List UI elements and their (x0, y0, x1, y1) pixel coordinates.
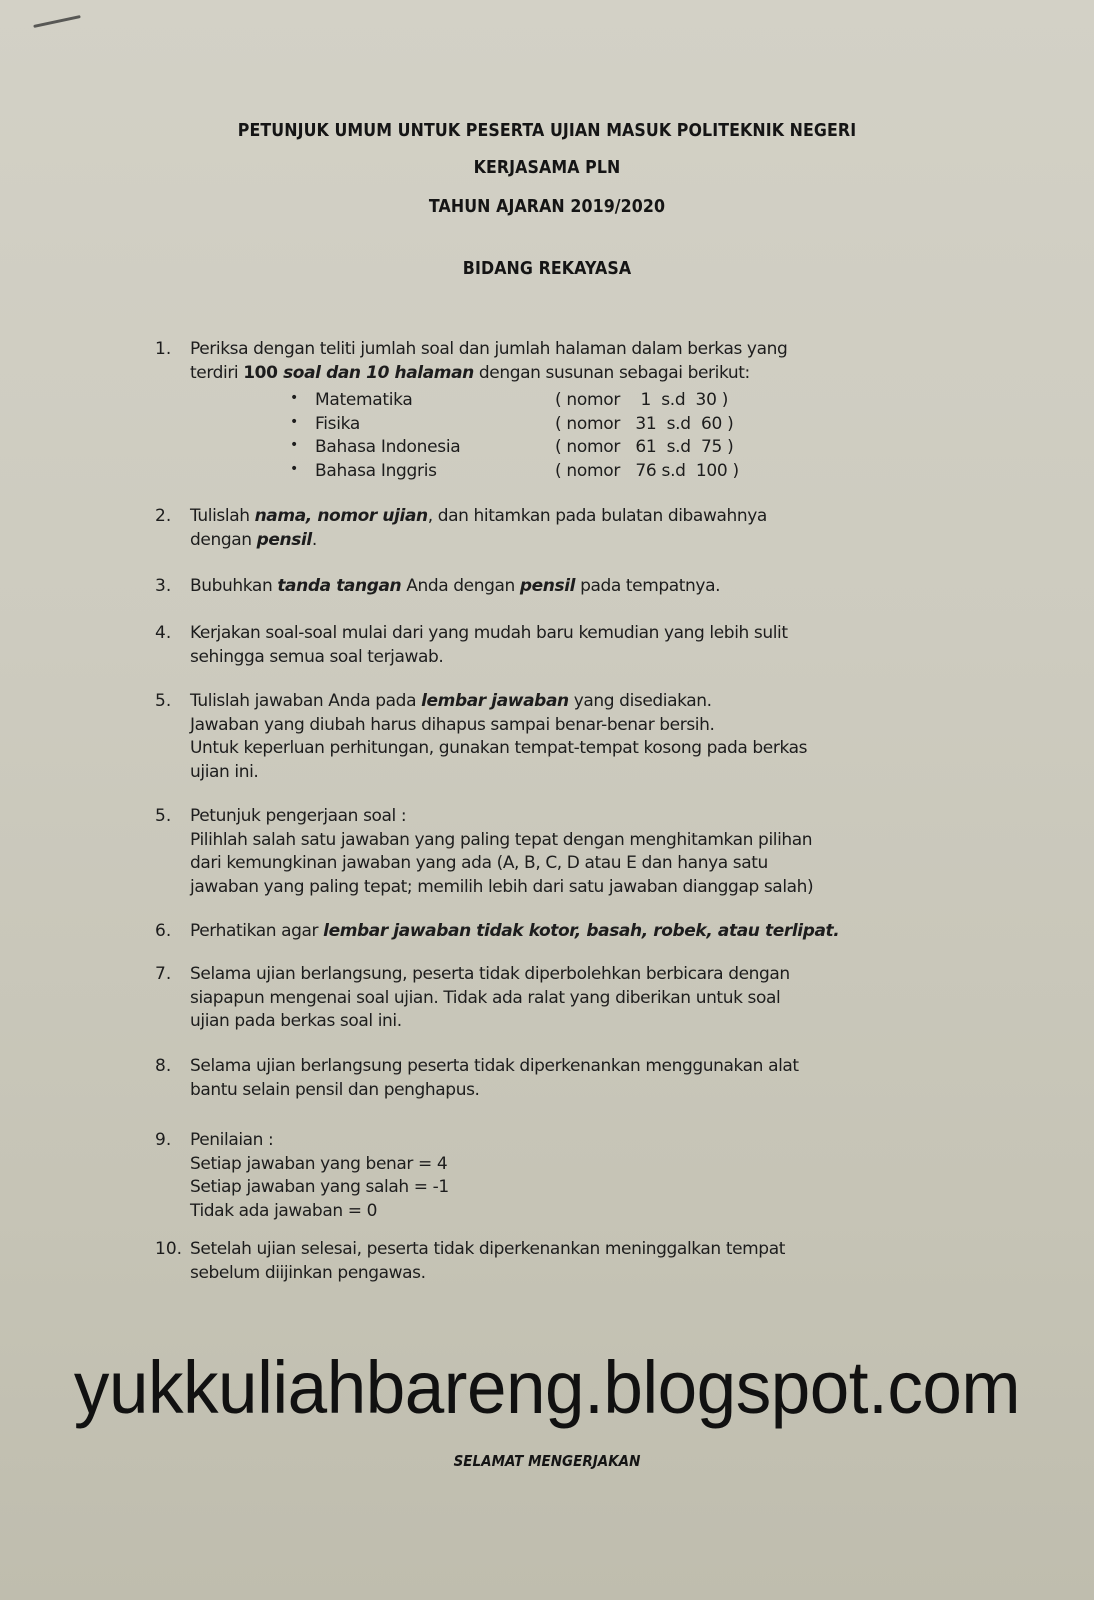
item-line: Setelah ujian selesai, peserta tidak diperkenankan meninggalkan tempat (190, 1239, 785, 1259)
item-number: 10. (155, 1239, 183, 1259)
item-line: jawaban yang paling tepat; memilih lebih dari satu jawaban dianggap salah) (190, 876, 814, 897)
instruction-8 (155, 1055, 935, 1102)
instruction-7 (155, 963, 935, 1034)
item-number: 5. (155, 806, 172, 826)
instruction-6 (155, 920, 935, 944)
bullet-icon: • (290, 413, 299, 430)
instruction-10 (155, 1238, 935, 1285)
subject-row: • Matematika ( nomor 1 s.d 30 ) (290, 389, 810, 413)
item-line: Bubuhkan tanda tangan Anda dengan pensil pada tempatnya. (190, 576, 721, 596)
title-line-2: KERJASAMA PLN (473, 157, 621, 178)
item-line: Selama ujian berlangsung peserta tidak diperkenankan menggunakan alat (190, 1056, 799, 1076)
item-line: ujian pada berkas soal ini. (190, 1011, 402, 1031)
item-line: bantu selain pensil dan penghapus. (190, 1079, 480, 1100)
item-number: 8. (155, 1056, 172, 1076)
instruction-1 (155, 338, 935, 385)
instruction-5b (155, 805, 935, 899)
item-line: Jawaban yang diubah harus dihapus sampai benar-benar bersih. (190, 714, 715, 735)
title-line-3: TAHUN AJARAN 2019/2020 (428, 196, 666, 217)
instruction-5 (155, 690, 935, 784)
item-line: Petunjuk pengerjaan soal : (190, 806, 407, 826)
subject-list (290, 389, 810, 483)
instruction-3 (155, 575, 935, 599)
item-line: Kerjakan soal-soal mulai dari yang mudah baru kemudian yang lebih sulit (190, 623, 788, 643)
item-number: 9. (155, 1130, 172, 1150)
item-line: sebelum diijinkan pengawas. (190, 1262, 426, 1283)
item-line: Perhatikan agar lembar jawaban tidak kotor, basah, robek, atau terlipat. (190, 921, 840, 941)
subject-row: • Fisika ( nomor 31 s.d 60 ) (290, 413, 810, 437)
item-line: Setiap jawaban yang salah = -1 (190, 1177, 449, 1197)
item-line: Tulislah jawaban Anda pada lembar jawaban yang disediakan. (190, 691, 712, 711)
subject-row: • Bahasa Indonesia ( nomor 61 s.d 75 ) (290, 436, 810, 460)
bullet-icon: • (290, 460, 299, 477)
item-line: ujian ini. (190, 761, 259, 782)
item-line: siapapun mengenai soal ujian. Tidak ada ralat yang diberikan untuk soal (190, 987, 781, 1008)
instruction-4 (155, 622, 935, 669)
watermark-url: yukkuliahbareng.blogspot.com (73, 1346, 1021, 1429)
pen-mark (33, 15, 81, 28)
item-line: sehingga semua soal terjawab. (190, 646, 444, 667)
item-number: 5. (155, 691, 172, 711)
item-line: Penilaian : (190, 1130, 274, 1150)
item-line: dengan pensil. (190, 529, 317, 550)
item-number: 2. (155, 506, 172, 526)
item-line: Tulislah nama, nomor ujian, dan hitamkan pada bulatan dibawahnya (190, 506, 767, 526)
item-number: 1. (155, 339, 172, 359)
item-number: 3. (155, 576, 172, 596)
title-line-1: PETUNJUK UMUM UNTUK PESERTA UJIAN MASUK POLITEKNIK NEGERI (237, 120, 857, 141)
item-number: 4. (155, 623, 172, 643)
section-title: BIDANG REKAYASA (462, 258, 632, 279)
instruction-2 (155, 505, 935, 552)
item-line: Periksa dengan teliti jumlah soal dan jumlah halaman dalam berkas yang (190, 339, 788, 359)
item-line: terdiri 100 soal dan 10 halaman dengan susunan sebagai berikut: (190, 362, 750, 383)
subject-row: • Bahasa Inggris ( nomor 76 s.d 100 ) (290, 460, 810, 484)
item-number: 6. (155, 921, 172, 941)
item-line: Tidak ada jawaban = 0 (190, 1200, 377, 1221)
item-number: 7. (155, 964, 172, 984)
item-line: Setiap jawaban yang benar = 4 (190, 1153, 448, 1174)
bullet-icon: • (290, 437, 299, 453)
item-line: Pilihlah salah satu jawaban yang paling tepat dengan menghitamkan pilihan (190, 829, 813, 850)
bullet-icon: • (290, 390, 299, 406)
item-line: Selama ujian berlangsung, peserta tidak diperbolehkan berbicara dengan (190, 964, 790, 984)
instruction-9 (155, 1129, 935, 1223)
closing-text: SELAMAT MENGERJAKAN (453, 1452, 641, 1470)
item-line: Untuk keperluan perhitungan, gunakan tempat-tempat kosong pada berkas (190, 738, 808, 758)
item-line: dari kemungkinan jawaban yang ada (A, B, C, D atau E dan hanya satu (190, 853, 768, 873)
